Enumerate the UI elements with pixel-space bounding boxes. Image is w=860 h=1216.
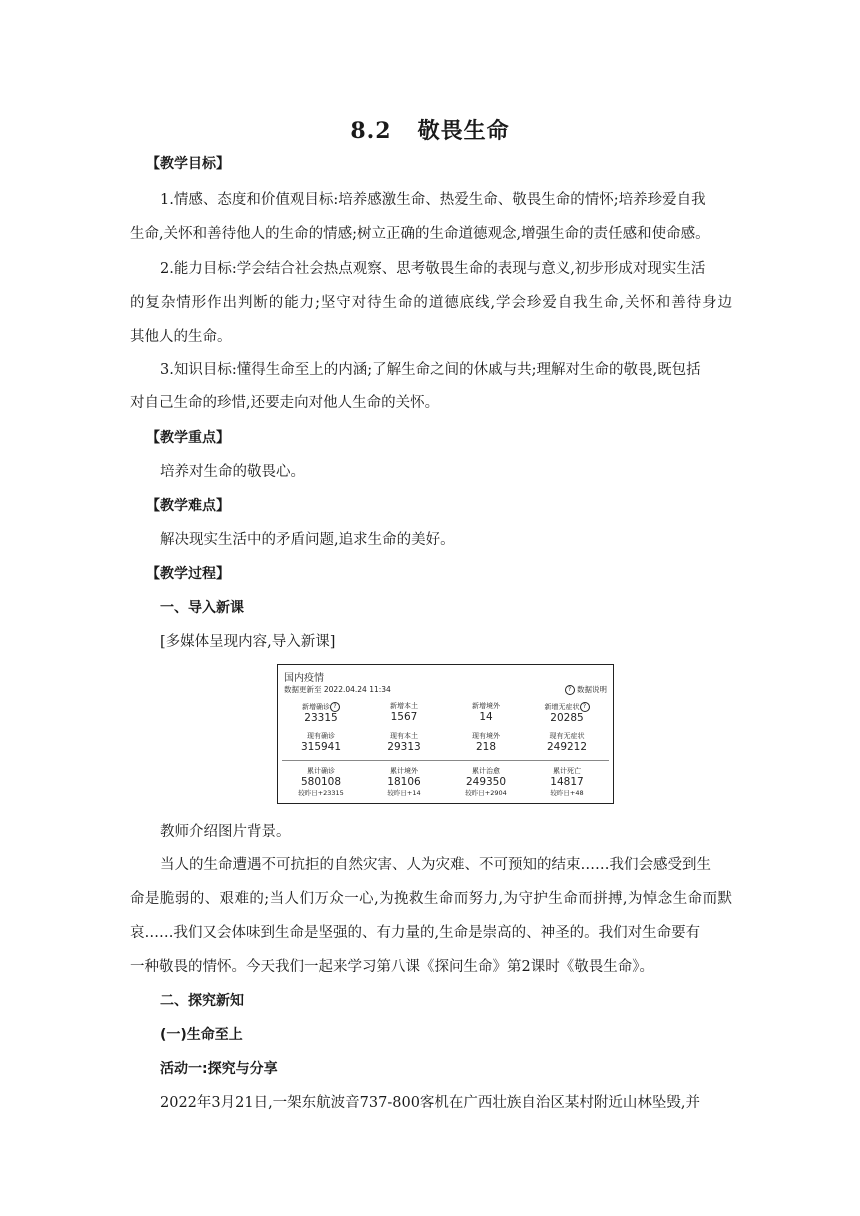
stat-label: 现有确诊 (307, 732, 335, 740)
stat-cell (446, 732, 526, 754)
stat-value: 29313 (387, 741, 421, 753)
section-1-heading: 一、导入新课 (160, 600, 244, 616)
stat-compare: 较昨日+2904 (465, 789, 507, 797)
stat-label: 累计确诊 (307, 767, 335, 775)
stat-label: 累计死亡 (553, 767, 581, 775)
stat-cell (364, 767, 444, 797)
difficult-points-text: 解决现实生活中的矛盾问题,追求生命的美好。 (160, 532, 455, 548)
stat-cell (281, 767, 361, 797)
stat-value: 20285 (550, 712, 584, 724)
stat-compare: 较昨日+23315 (298, 789, 344, 797)
help-icon: ? (580, 702, 590, 712)
media-line: [多媒体呈现内容,导入新课] (160, 634, 336, 650)
heading-difficult-points: 【教学难点】 (146, 498, 230, 514)
activity-heading: 活动一:探究与分享 (160, 1061, 278, 1077)
stat-compare: 较昨日+14 (387, 789, 421, 797)
stat-value: 218 (475, 741, 497, 753)
help-icon: ? (565, 685, 575, 695)
stat-value: 23315 (304, 712, 338, 724)
stat-compare: 较昨日+48 (550, 789, 584, 797)
stat-label: 新增无症状 (544, 703, 580, 711)
stats-note-label: 数据说明 (577, 685, 607, 694)
stat-value: 18106 (387, 776, 421, 788)
heading-process: 【教学过程】 (146, 566, 230, 582)
title-number: 8.2 (350, 118, 392, 144)
stat-label: 累计治愈 (472, 767, 500, 775)
stat-label: 现有无症状 (549, 732, 585, 740)
paragraph-line-1: 当人的生命遭遇不可抗拒的自然灾害、人为灾难、不可预知的结束……我们会感受到生 (160, 857, 711, 873)
goal-2-line-1: 2.能力目标:学会结合社会热点观察、思考敬畏生命的表现与意义,初步形成对现实生活 (160, 261, 706, 277)
goal-3-line-1: 3.知识目标:懂得生命至上的内涵;了解生命之间的休戚与共;理解对生命的敬畏,既包括 (160, 362, 701, 378)
help-icon: ? (330, 702, 340, 712)
stat-cell (446, 767, 526, 797)
goal-2-line-2: 的复杂情形作出判断的能力;坚守对待生命的道德底线,学会珍爱自我生命,关怀和善待身边 (130, 295, 732, 311)
goal-2-line-3: 其他人的生命。 (130, 329, 232, 345)
subsection-heading: (一)生命至上 (160, 1027, 243, 1043)
stat-value: 14 (479, 711, 493, 723)
stats-title: 国内疫情 (284, 673, 324, 684)
stat-cell (527, 767, 607, 797)
stat-cell (527, 732, 607, 754)
stat-cell (364, 732, 444, 754)
case-text-line: 2022年3月21日,一架东航波音737-800客机在广西壮族自治区某村附近山林坠毁,并 (160, 1095, 701, 1111)
stat-label: 新增境外 (472, 702, 500, 710)
section-2-heading: 二、探究新知 (160, 993, 244, 1009)
goal-1-line-2: 生命,关怀和善待他人的生命的情感;树立正确的生命道德观念,增强生命的责任感和使命感。 (130, 226, 710, 242)
stat-value: 315941 (300, 741, 342, 753)
stat-value: 249212 (546, 741, 588, 753)
goal-3-line-2: 对自己生命的珍惜,还要走向对他人生命的关怀。 (130, 395, 440, 411)
stats-updated: 数据更新至 2022.04.24 11:34 (284, 685, 391, 694)
stat-cell (364, 702, 444, 724)
stat-label: 新增确诊 (302, 703, 330, 711)
key-points-text: 培养对生命的敬畏心。 (160, 464, 305, 480)
stat-value: 1567 (390, 711, 418, 723)
epidemic-stats-image (277, 664, 614, 804)
stats-divider (282, 760, 609, 761)
stat-value: 249350 (465, 776, 507, 788)
stat-value: 14817 (550, 776, 584, 788)
stat-label: 现有本土 (390, 732, 418, 740)
paragraph-line-2: 命是脆弱的、艰难的;当人们万众一心,为挽救生命而努力,为守护生命而拼搏,为悼念生命而默 (130, 891, 732, 907)
stat-cell (446, 702, 526, 724)
stat-label: 现有境外 (472, 732, 500, 740)
heading-goals: 【教学目标】 (146, 156, 230, 172)
intro-text: 教师介绍图片背景。 (160, 824, 291, 840)
paragraph-line-3: 哀……我们又会体味到生命是坚强的、有力量的,生命是崇高的、神圣的。我们对生命要有 (130, 925, 701, 941)
title-text: 敬畏生命 (417, 118, 510, 144)
heading-key-points: 【教学重点】 (146, 430, 230, 446)
stat-label: 累计境外 (390, 767, 418, 775)
goal-1-line-1: 1.情感、态度和价值观目标:培养感激生命、热爱生命、敬畏生命的情怀;培养珍爱自我 (160, 192, 706, 208)
stat-cell (527, 702, 607, 725)
stats-note (565, 684, 607, 695)
stat-label: 新增本土 (390, 702, 418, 710)
stat-value: 580108 (300, 776, 342, 788)
stat-cell (281, 732, 361, 754)
page-title (0, 114, 860, 145)
stat-cell (281, 702, 361, 725)
paragraph-line-4: 一种敬畏的情怀。今天我们一起来学习第八课《探问生命》第2课时《敬畏生命》。 (130, 959, 654, 975)
